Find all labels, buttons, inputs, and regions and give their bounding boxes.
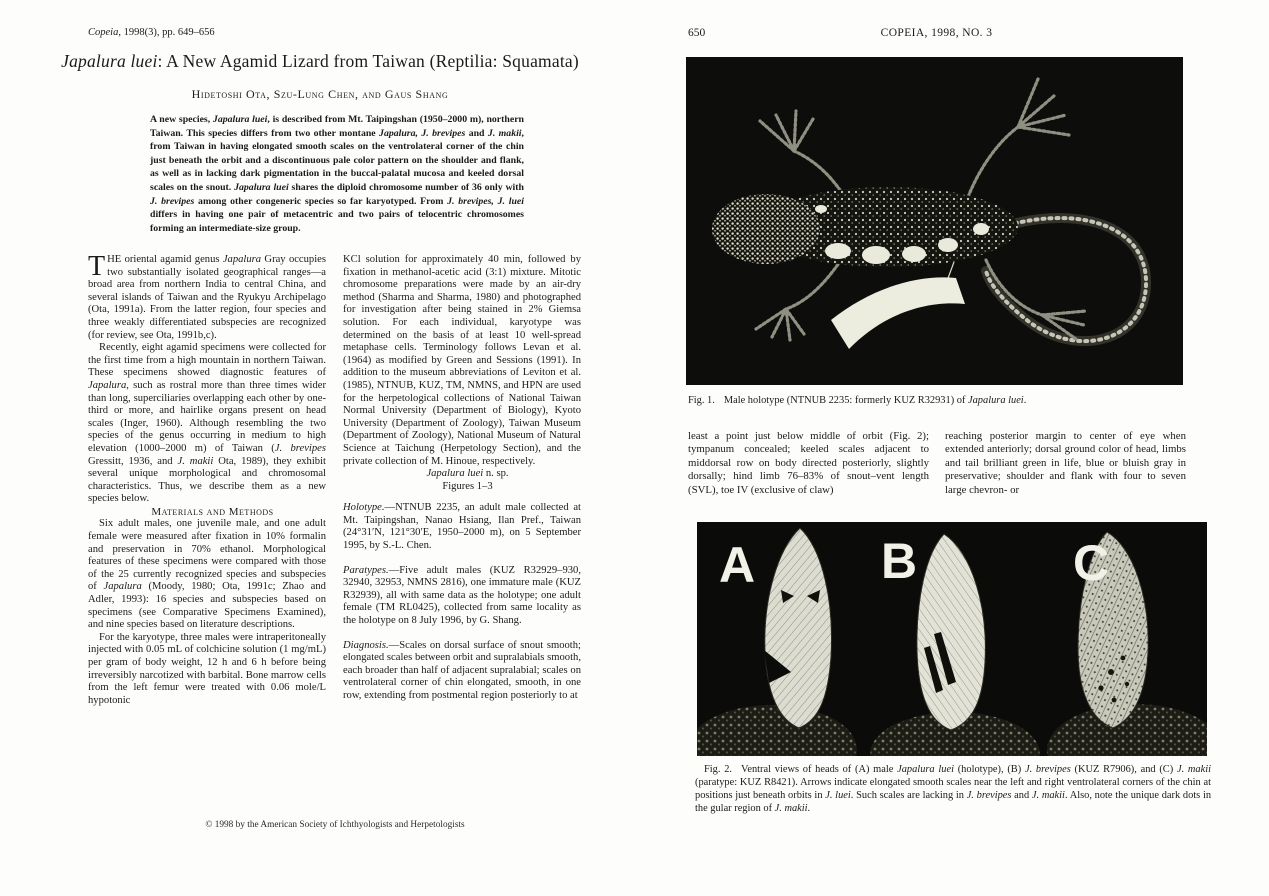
paragraph-paratypes: Paratypes.—Five adult males (KUZ R32929–930, 32940, 32953, NMNS 2816), one immature male (KUZ R32939), all with same data as the holotype; one adult female (TM RL0425), collected from same locality as the holotype on 8 July 1996, by G. Shang.: [343, 564, 581, 627]
figure-2-panel-label-a: A: [719, 537, 756, 593]
paragraph-intro: THE oriental agamid genus Japalura Gray occupies two substantially isolated geographical ranges—a broad area from northern India to central China, and several islands of Taiwan and the Ryukyu Archipelago (Ota, 1991a). From the latter region, four species and three weakly differentiated subspecies are recognized (for review, see Ota, 1991b,c).: [88, 251, 327, 341]
paragraph: Six adult males, one juvenile male, and one adult female were measured after fixation in 10% formalin and preservation in 70% ethanol. Morphological features of these specimens were compared with those of the 25 currently recognized species and subspecies of Japalura (Moody, 1980; Ota, 1991c; Zhao and Adler, 1993): 16 species and subspecies based on specimens (see Comparative Specimens Examined), and nine species based on literature descriptions.: [88, 518, 326, 631]
left-page-column-2: [343, 254, 581, 703]
paragraph-diagnosis: Diagnosis.—Scales on dorsal surface of snout smooth; elongated scales between orbit and supralabials smooth, each broader than half of adjacent supralabial; scales on ventrolateral corner of chin elongated, smooth, in one row, extending from postmental region posteriorly to at: [343, 639, 581, 701]
figure-2-caption: Fig. 2. Ventral views of heads of (A) male Japalura luei (holotype), (B) J. brevipes (KUZ R7906), and (C) J. makii (paratype: KUZ R8421). Arrows indicate elongated smooth scales near the left and right ventrolateral corners of the chin at positions just beneath orbits in J. luei. Such scales are lacking in J. brevipes and J. makii. Also, note the unique dark dots in the gular region of J. makii.: [695, 764, 1212, 814]
paragraph: Recently, eight agamid specimens were collected for the first time from a high mountain in northern Taiwan. These specimens showed diagnostic features of Japalura, such as rostral more than three times wider than long, superciliaries overlapping each other by one-third or more, and hairlike organs present on head scales (Inger, 1960). Although resembling the two species of the genus occurring in medium to high elevation (1000–2000 m) of Taiwan (J. brevipes Gressitt, 1936, and J. makii Ota, 1989), they exhibit several unique morphological and chromosomal characteristics. Thus, we describe them as a new species below.: [88, 342, 326, 505]
paragraph: reaching posterior margin to center of eye when extended anteriorly; dorsal ground color of head, limbs and tail brilliant green in life, blue or bluish gray in preservative; shoulder and flank with four to seven large chevron- or: [945, 430, 1186, 496]
right-page-column-1: [688, 430, 929, 497]
species-heading: Japalura luei n. sp.: [426, 468, 509, 480]
figure-2-panel-label-c: C: [1073, 535, 1110, 591]
section-heading-materials-and-methods: Materials and Methods: [151, 505, 274, 518]
article-title: Japalura luei: A New Agamid Lizard from Taiwan (Reptilia: Squamata): [61, 51, 579, 71]
figure-1-label: Fig. 1.: [688, 395, 715, 406]
journal-citation-line: Copeia, 1998(3), pp. 649–656: [88, 27, 215, 38]
left-page-column-1: [88, 251, 327, 707]
paragraph: least a point just below middle of orbit (Fig. 2); tympanum concealed; keeled scales adjacent to middorsal row on body directed posteriorly, slightly dorsally; hind limb 76–83% of snout–vent length (SVL), toe IV (exclusive of claw): [688, 430, 929, 496]
paragraph: For the karyotype, three males were intraperitoneally injected with 0.05 mL of colchicine solution (1 mg/mL) per gram of body weight, 12 h and 6 h before being irreversibly narcotized with barbital. Bone marrow cells from the left femur were treated with 0.06 mole/L hypotonic: [88, 631, 326, 706]
lizard-dorsal-photo: [686, 57, 1183, 385]
copyright-line: © 1998 by the American Society of Ichthyologists and Herpetologists: [205, 820, 465, 830]
figure-2-photo: [697, 522, 1207, 756]
figure-1-photo: [686, 57, 1183, 385]
figure-2-panel-label-b: B: [881, 533, 918, 589]
abstract: A new species, Japalura luei, is described from Mt. Taipingshan (1950–2000 m), northern Taiwan. This species differs from two other montane Japalura, J. brevipes and J. makii, from Taiwan in having elongated smooth scales on the ventrolateral corner of the chin just beneath the orbit and a discontinuous pale color pattern on the shoulder and flank, as well as in lacking dark pigmentation in the buccal-palatal mucosa and keeled dorsal scales on the snout. Japalura luei shares the diploid chromosome number of 36 only with J. brevipes among other congeneric species so far karyotyped. From J. brevipes, J. luei differs in having one pair of metacentric and two pairs of telocentric chromosomes forming an intermediate-size group.: [150, 114, 525, 234]
right-page-column-2: [945, 430, 1186, 497]
species-heading-figures: Figures 1–3: [442, 480, 493, 492]
authors-line: Hidetoshi Ota, Szu-Lung Chen, and Gaus Shang: [191, 87, 449, 101]
figure-1-caption: Fig. 1. Male holotype (NTNUB 2235: formerly KUZ R32931) of Japalura luei.: [688, 395, 1027, 406]
page-number: 650: [688, 27, 706, 39]
paragraph: KCl solution for approximately 40 min, followed by fixation in methanol-acetic acid (3:1) mixture. Mitotic chromosome preparations were made by an air-dry method (Sharma and Sharma, 1980) and photographed for investigation after being stained in 2% Giemsa solution. For each individual, karyotype was determined on the basis of at least 10 well-spread metaphase cells. Terminology follows Levan et al. (1964) as modified by Green and Sessions (1991). In addition to the museum abbreviations of Leviton et al. (1985), NTNUB, KUZ, TM, NMNS, and HPN are used for the herpetological collections of National Taiwan Normal University (Department of Biology), Kyoto University (Department of Zoology), Taiwan Museum (Department of Zoology), National Museum of Natural Science at Taichung (Herpetology Section), and the private collection of M. Hinoue, respectively.: [343, 254, 581, 467]
figure-2-label: Fig. 2.: [704, 764, 733, 775]
paragraph-holotype: Holotype.—NTNUB 2235, an adult male collected at Mt. Taipingshan, Nanao Hsiang, Ilan Pref., Taiwan (24°31′N, 121°30′E, 1950–2000 m), on 5 September 1995, by S.-L. Chen.: [343, 502, 581, 552]
lizard-heads-ventral-photo: [697, 522, 1207, 756]
drop-cap: T: [88, 251, 106, 282]
running-head: COPEIA, 1998, NO. 3: [880, 27, 993, 39]
